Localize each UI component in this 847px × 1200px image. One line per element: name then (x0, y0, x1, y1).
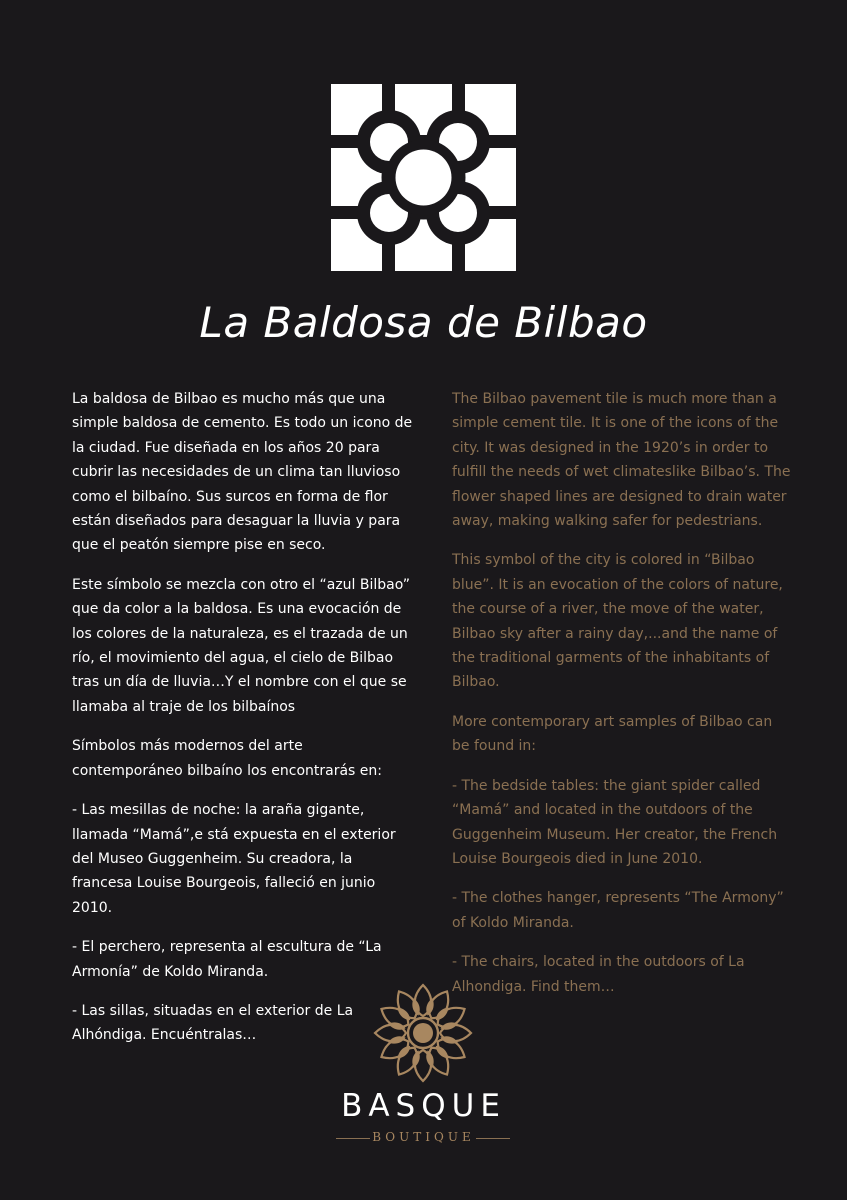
english-paragraph: More contemporary art samples of Bilbao can be found in: (452, 713, 773, 755)
english-paragraph: - The chairs, located in the outdoors of La Alhondiga. Find them… (452, 954, 745, 995)
bilbao-tile-icon (331, 84, 516, 271)
page-title: La Baldosa de Bilbao (199, 298, 648, 347)
brand-divider-right (476, 1138, 510, 1139)
spanish-paragraph: Símbolos más modernos del arte contemporáneo bilbaíno los encontrarás en: (72, 738, 383, 779)
sun-flower-icon (372, 982, 474, 1084)
english-paragraph: The Bilbao pavement tile is much more than a simple cement tile. It is one of the icons of the city. It was designed in the 1920’s in order to fulfill the needs of wet climateslike Bilbao’s. The flower shaped lines are designed to drain water away, making walking safer for pedestrians. (452, 391, 791, 530)
spanish-paragraph: - Las mesillas de noche: la araña gigante, llamada “Mamá”,e stá expuesta en el exterior del Museo Guggenheim. Su creadora, la francesa Louise Bourgeois, falleció en junio 2010. (72, 802, 396, 916)
english-paragraph: - The clothes hanger, represents “The Armony” of Koldo Miranda. (452, 890, 784, 931)
english-text-column (452, 387, 792, 1014)
english-paragraph: - The bedside tables: the giant spider called “Mamá” and located in the outdoors of the Guggenheim Museum. Her creator, the French Louise Bourgeois died in June 2010. (452, 777, 778, 867)
spanish-paragraph: - Las sillas, situadas en el exterior de La Alhóndiga. Encuéntralas… (72, 1002, 354, 1044)
brand-name: BASQUE (341, 1088, 506, 1124)
spanish-paragraph: - El perchero, representa al escultura de “La Armonía” de Koldo Miranda. (72, 939, 382, 980)
brand-subtitle: BOUTIQUE (372, 1130, 475, 1144)
spanish-paragraph: Este símbolo se mezcla con otro el “azul Bilbao” que da color a la baldosa. Es una evocación de los colores de la naturaleza, es el trazada de un río, el movimiento del agua, el cielo de Bilbao tras un día de lluvia…Y el nombre con el que se llamaba al traje de los bilbaínos (72, 576, 411, 715)
spanish-paragraph: La baldosa de Bilbao es mucho más que una simple baldosa de cemento. Es todo un icono de la ciudad. Fue diseñada en los años 20 para cubrir las necesidades de un clima tan lluvioso como el bilbaíno. Sus surcos en forma de flor están diseñados para desaguar la lluvia y para que el peatón siempre pise en seco. (72, 391, 413, 554)
spanish-text-column (72, 387, 417, 1063)
english-paragraph: This symbol of the city is colored in “Bilbao blue”. It is an evocation of the colors of nature, the course of a river, the move of the water, Bilbao sky after a rainy day,...and the name of the traditional garments of the inhabitants of Bilbao. (452, 552, 783, 691)
